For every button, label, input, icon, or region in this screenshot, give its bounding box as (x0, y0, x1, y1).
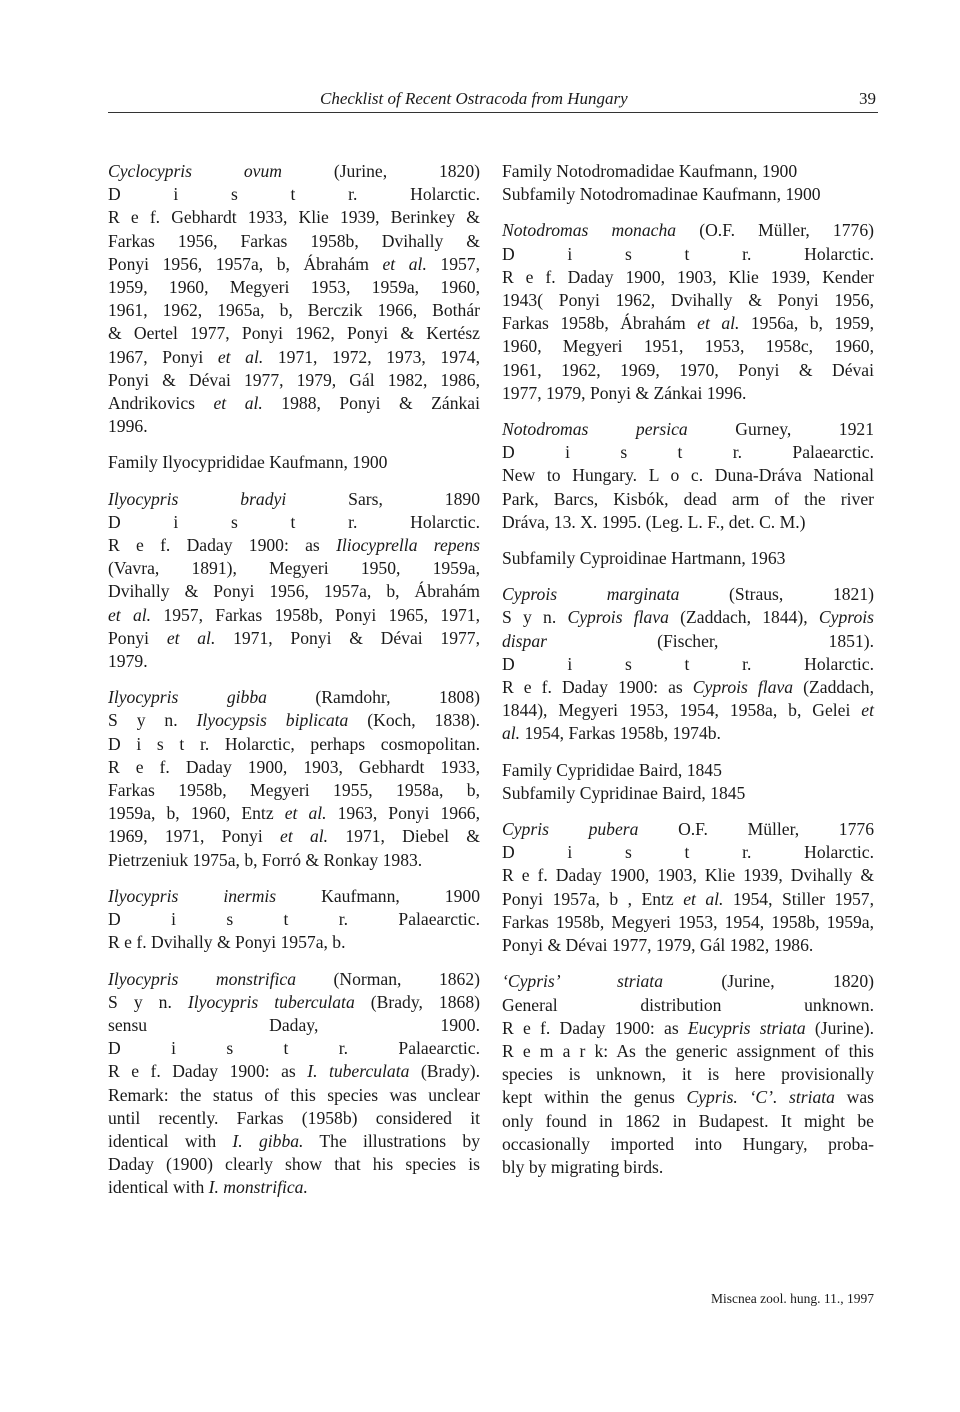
text-line (108, 230, 480, 253)
text-line (502, 653, 874, 676)
text-line (108, 802, 480, 825)
text: R e m a r k: As the generic assignment of this (502, 1040, 874, 1061)
italic-text: Ilyocypris monstrifica (108, 968, 297, 989)
text: D i s t r. Holarctic. (502, 243, 874, 264)
text-line (108, 557, 480, 580)
text: 1844), Megyeri 1953, 1954, 1958a, b, Gelei (502, 700, 862, 721)
text: D i s t r. Holarctic. (108, 184, 480, 205)
text: Kaufmann, 1900 (276, 885, 480, 906)
text-line (502, 1156, 874, 1179)
text-line (108, 1014, 480, 1037)
text: D i s t r. Palaearctic. (108, 909, 480, 930)
text-line (108, 580, 480, 603)
text: S y n. (108, 991, 188, 1012)
text: (Fischer, 1851). (546, 630, 874, 651)
text-line (108, 908, 480, 931)
text-line (502, 1133, 874, 1156)
text-line (502, 864, 874, 887)
entry-block (108, 160, 480, 438)
text-line (502, 160, 874, 183)
entry-block (502, 219, 874, 405)
text: sensu Daday, 1900. (108, 1014, 480, 1035)
text-line (502, 1040, 874, 1063)
italic-text: I. gibba. (232, 1130, 304, 1151)
text-line (108, 1153, 480, 1176)
text-line (108, 253, 480, 276)
text: 1963, Ponyi 1966, (326, 803, 481, 824)
text: R e f. Dvihally & Ponyi 1957a, b. (108, 932, 346, 953)
text-line (108, 1084, 480, 1107)
text: 1957, Farkas 1958b, Ponyi 1965, 1971, (151, 604, 481, 625)
text: Remark: the status of this species was unclear (108, 1084, 480, 1105)
text: Park, Barcs, Kisbók, dead arm of the river (502, 488, 874, 509)
text-line (108, 206, 480, 229)
text-line (108, 322, 480, 345)
text: Ponyi 1957a, b , Entz (502, 888, 684, 909)
text-line (502, 1086, 874, 1109)
text-line (502, 418, 874, 441)
text: D i s t r. Palaearctic. (502, 442, 874, 463)
italic-text: al. (502, 723, 521, 744)
text: Pietrzeniuk 1975a, b, Forró & Ronkay 1983. (108, 849, 423, 870)
text-line (108, 968, 480, 991)
text: (Zaddach, (793, 677, 874, 698)
text-line (502, 335, 874, 358)
text-line (502, 782, 874, 805)
text-line (502, 1110, 874, 1133)
text-line (108, 415, 480, 438)
text-line (502, 547, 874, 570)
text-line (108, 604, 480, 627)
text: R e f. Daday 1900: as (502, 1017, 688, 1038)
italic-text: Cyprois flava (692, 677, 794, 698)
footer-citation: Miscnea zool. hung. 11., 1997 (711, 1291, 874, 1306)
text: 1954, Farkas 1958b, 1974b. (520, 723, 721, 744)
running-title: Checklist of Recent Ostracoda from Hungary (320, 89, 628, 108)
text-line (108, 276, 480, 299)
text: 1959a, b, 1960, Entz (108, 803, 285, 824)
text-line (108, 369, 480, 392)
text: Family Notodromadidae Kaufmann, 1900 (502, 161, 798, 181)
text: Farkas 1958b, Megyeri 1955, 1958a, b, (108, 780, 480, 801)
italic-text: Cypris pubera (502, 819, 639, 840)
text-line (108, 392, 480, 415)
text: kept within the genus (502, 1087, 687, 1108)
entry-block (108, 451, 480, 474)
text: R e f. Daday 1900, 1903, Gebhardt 1933, (108, 756, 480, 777)
text: occasionally imported into Hungary, proba- (502, 1133, 874, 1154)
text: (Straus, 1821) (679, 584, 874, 605)
text: 1943( Ponyi 1962, Dvihally & Ponyi 1956, (502, 290, 874, 311)
text-line (502, 219, 874, 242)
text-line (502, 289, 874, 312)
entry-block (502, 818, 874, 957)
text-line (108, 650, 480, 673)
text: identical with (108, 1177, 209, 1198)
entry-block (108, 968, 480, 1200)
text-line (502, 243, 874, 266)
italic-text: Ilyocypris bradyi (108, 488, 287, 509)
text-line (502, 183, 874, 206)
text: Farkas 1956, Farkas 1958b, Dvihally & (108, 230, 480, 251)
text-line (502, 818, 874, 841)
entry-block (502, 759, 874, 805)
entry-block (502, 970, 874, 1179)
italic-text: et al. (280, 826, 329, 847)
text-line (502, 359, 874, 382)
text-line (502, 464, 874, 487)
text: Family Ilyocyprididae Kaufmann, 1900 (108, 452, 388, 473)
text-line (502, 722, 874, 745)
text-line (502, 441, 874, 464)
entry-block (108, 488, 480, 674)
italic-text: Ilyocypris gibba (108, 687, 267, 708)
text: only found in 1862 in Budapest. It might be (502, 1110, 874, 1131)
text-line (108, 709, 480, 732)
text: R e f. Daday 1900: as (108, 1061, 308, 1082)
text: General distribution unknown. (502, 994, 874, 1015)
italic-text: Ilyocypsis biplicata (196, 710, 349, 731)
text: Sars, 1890 (286, 488, 480, 509)
text-line (502, 511, 874, 534)
italic-text: et al. (683, 888, 724, 909)
text: 1996. (108, 416, 148, 437)
right-column (502, 160, 874, 1192)
text: 1959, 1960, Megyeri 1953, 1959a, 1960, (108, 277, 480, 298)
italic-text: Cyclocypris ovum (108, 161, 282, 181)
running-head (108, 88, 878, 113)
text: 1956a, b, 1959, (739, 313, 874, 334)
text-line (108, 779, 480, 802)
text: 1967, Ponyi (108, 346, 218, 367)
text: (O.F. Müller, 1776) (676, 220, 874, 241)
text: 1954, Stiller 1957, (723, 888, 875, 909)
text-line (502, 970, 874, 993)
text: 1961, 1962, 1969, 1970, Ponyi & Dévai (502, 359, 874, 380)
text-line (502, 630, 874, 653)
text: (Ramdohr, 1808) (266, 687, 481, 708)
text: (Jurine, 1820) (663, 971, 874, 992)
text: O.F. Müller, 1776 (638, 819, 874, 840)
italic-text: Ilyocypris tuberculata (187, 991, 355, 1012)
text-line (502, 1063, 874, 1086)
text: R e f. Daday 1900: as (108, 535, 337, 556)
entry-block (502, 583, 874, 745)
text: Daday (1900) clearly show that his species is (108, 1154, 480, 1175)
italic-text: Eucypris striata (687, 1017, 806, 1038)
text-line (502, 1017, 874, 1040)
text-line (108, 756, 480, 779)
text-line (108, 1176, 480, 1199)
text-line (108, 1107, 480, 1130)
italic-text: et al. (213, 393, 263, 414)
italic-text: ‘Cypris’ striata (502, 971, 663, 992)
text-line (502, 312, 874, 335)
text: S y n. (108, 710, 197, 731)
text: (Zaddach, 1844), (668, 607, 819, 628)
italic-text: et al. (697, 313, 740, 334)
text-line (108, 511, 480, 534)
text: Subfamily Cypridinae Baird, 1845 (502, 782, 746, 803)
text: & Oertel 1977, Ponyi 1962, Ponyi & Kertész (108, 323, 480, 344)
text: D i s t r. Holarctic. (502, 842, 874, 863)
text: 1960, Megyeri 1951, 1953, 1958c, 1960, (502, 336, 874, 357)
text-line (108, 160, 480, 183)
text: 1957, (426, 253, 480, 274)
entry-block (108, 885, 480, 955)
text: (Brady, 1868) (354, 991, 480, 1012)
text: D i s t r. Palaearctic. (108, 1038, 480, 1059)
text: Dráva, 13. X. 1995. (Leg. L. F., det. C. M.) (502, 511, 806, 532)
text-line (502, 759, 874, 782)
entry-block (502, 160, 874, 206)
text: New to Hungary. L o c. Duna-Dráva National (502, 465, 874, 486)
text: D i s t r. Holarctic. (502, 653, 874, 674)
text: D i s t r. Holarctic. (108, 511, 480, 532)
text: was (834, 1087, 875, 1108)
text: Ponyi & Dévai 1977, 1979, Gál 1982, 1986, (108, 369, 480, 390)
italic-text: Notodromas monacha (502, 220, 677, 241)
text-line (108, 451, 480, 474)
text: D i s t r. Holarctic, perhaps cosmopolitan. (108, 733, 480, 754)
text-line (502, 888, 874, 911)
text-line (502, 266, 874, 289)
text-line (108, 991, 480, 1014)
italic-text: et al. (217, 346, 264, 367)
text: R e f. Daday 1900: as (502, 677, 693, 698)
text: 1988, Ponyi & Zánkai (262, 393, 480, 414)
text-line (108, 1037, 480, 1060)
text-line (108, 931, 480, 954)
text-line (108, 346, 480, 369)
text: species is unknown, it is here provisionally (502, 1064, 874, 1085)
text: Andrikovics (108, 393, 214, 414)
italic-text: Cyprois (818, 607, 874, 628)
text-line (502, 676, 874, 699)
text-line (502, 606, 874, 629)
text: R e f. Daday 1900, 1903, Klie 1939, Dvihally & (502, 865, 874, 886)
text-line (502, 382, 874, 405)
text: 1971, Ponyi & Dévai 1977, (215, 627, 480, 648)
italic-text: dispar (502, 630, 547, 651)
text: (Koch, 1838). (348, 710, 481, 731)
text: 1961, 1962, 1965a, b, Berczik 1966, Bothár (108, 300, 480, 321)
entry-block (108, 686, 480, 872)
text-line (108, 183, 480, 206)
text: R e f. Gebhardt 1933, Klie 1939, Berinkey & (108, 207, 480, 228)
text: Farkas 1958b, Ábrahám (502, 313, 698, 334)
text-line (108, 488, 480, 511)
italic-text: Cyprois marginata (502, 584, 680, 605)
text: (Jurine). (805, 1017, 874, 1038)
text: The illustrations by (303, 1130, 480, 1151)
text-line (502, 583, 874, 606)
entry-block (502, 418, 874, 534)
text: S y n. (502, 607, 568, 628)
italic-text: I. monstrifica. (208, 1177, 308, 1198)
page-number: 39 (859, 89, 876, 108)
text: 1969, 1971, Ponyi (108, 826, 281, 847)
text-line (502, 699, 874, 722)
italic-text: Iliocyprella repens (336, 535, 481, 556)
left-column (108, 160, 480, 1213)
text: 1977, 1979, Ponyi & Zánkai 1996. (502, 382, 747, 403)
text-line (108, 534, 480, 557)
italic-text: et al. (284, 803, 327, 824)
italic-text: et al. (166, 627, 216, 648)
italic-text: Notodromas persica (502, 419, 688, 440)
entry-block (502, 547, 874, 570)
italic-text: I. tuberculata (307, 1061, 410, 1082)
italic-text: Cypris. ‘C’. striata (686, 1087, 835, 1108)
text: Dvihally & Ponyi 1956, 1957a, b, Ábrahám (108, 581, 480, 602)
text-line (108, 849, 480, 872)
text-line (108, 627, 480, 650)
text-line (108, 686, 480, 709)
text: (Norman, 1862) (296, 968, 480, 989)
text: (Jurine, 1820) (282, 161, 480, 181)
text: 1971, Diebel & (328, 826, 480, 847)
text: (Vavra, 1891), Megyeri 1950, 1959a, (108, 558, 480, 579)
italic-text: et (861, 700, 874, 721)
italic-text: Ilyocypris inermis (108, 885, 277, 906)
text: until recently. Farkas (1958b) considered it (108, 1107, 480, 1128)
text-line (108, 299, 480, 322)
text-line (502, 488, 874, 511)
text: Subfamily Notodromadinae Kaufmann, 1900 (502, 184, 821, 205)
text: Ponyi (108, 627, 167, 648)
italic-text: et al. (382, 253, 427, 274)
text: Farkas 1958b, Megyeri 1953, 1954, 1958b, 1959a, (502, 911, 874, 932)
text: identical with (108, 1130, 233, 1151)
text-line (502, 841, 874, 864)
text: bly by migrating birds. (502, 1156, 664, 1177)
text-line (502, 911, 874, 934)
text: 1979. (108, 651, 148, 672)
text-line (108, 825, 480, 848)
italic-text: et al. (108, 604, 152, 625)
text: Family Cyprididae Baird, 1845 (502, 759, 722, 780)
text-line (502, 934, 874, 957)
text: Gurney, 1921 (687, 419, 874, 440)
text: 1971, 1972, 1973, 1974, (263, 346, 480, 367)
text: Ponyi & Dévai 1977, 1979, Gál 1982, 1986. (502, 935, 814, 956)
text-line (108, 885, 480, 908)
text-line (108, 733, 480, 756)
text-line (108, 1130, 480, 1153)
text: Ponyi 1956, 1957a, b, Ábrahám (108, 253, 383, 274)
italic-text: Cyprois flava (567, 607, 669, 628)
text: R e f. Daday 1900, 1903, Klie 1939, Kender (502, 266, 874, 287)
text-line (108, 1060, 480, 1083)
text: (Brady). (409, 1061, 480, 1082)
text: Subfamily Cyproidinae Hartmann, 1963 (502, 548, 786, 569)
text-line (502, 994, 874, 1017)
